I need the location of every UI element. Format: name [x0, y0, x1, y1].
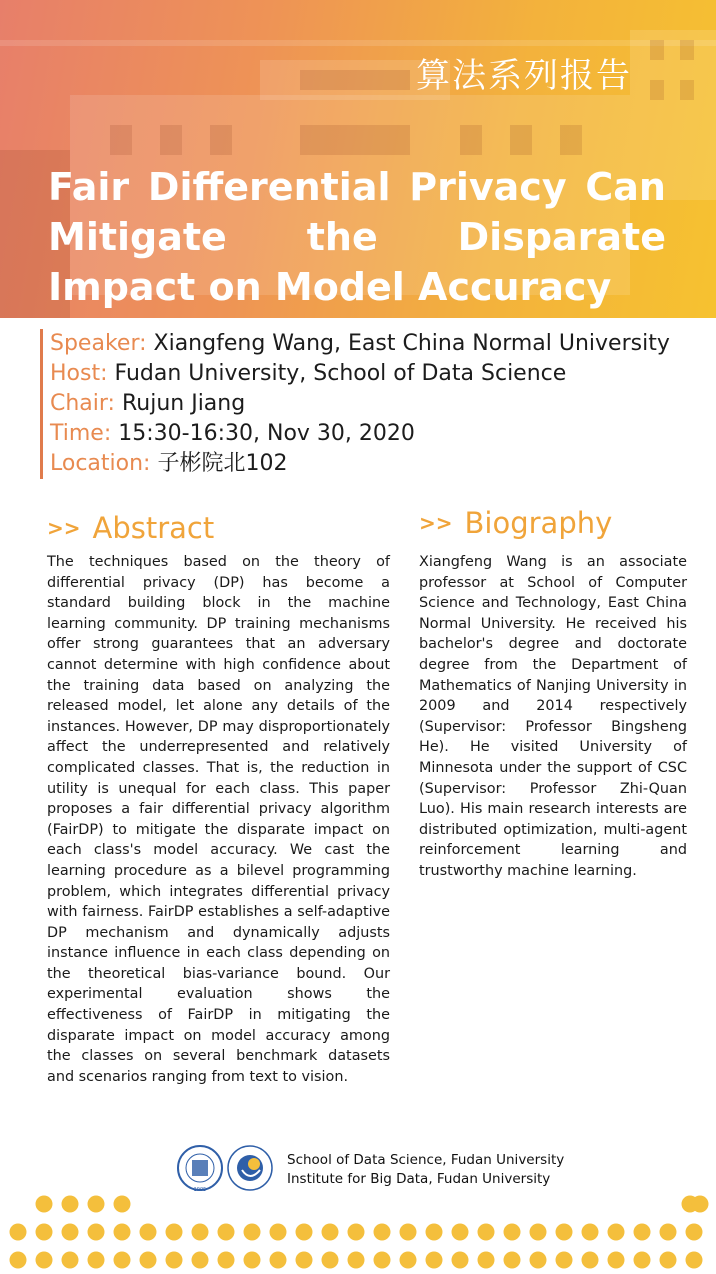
info-value: Rujun Jiang [121, 391, 246, 416]
info-value: 子彬院北102 [157, 451, 288, 476]
info-key: Speaker: [50, 331, 147, 356]
event-info [40, 329, 710, 479]
dot [296, 1252, 313, 1269]
footer-line-2: Institute for Big Data, Fudan University [287, 1171, 551, 1187]
dot [452, 1252, 469, 1269]
dot [114, 1196, 131, 1213]
dot [478, 1252, 495, 1269]
dot [62, 1224, 79, 1241]
dot [192, 1252, 209, 1269]
dot [140, 1252, 157, 1269]
info-chair [50, 389, 710, 419]
dot [556, 1252, 573, 1269]
dot [244, 1224, 261, 1241]
dot [582, 1224, 599, 1241]
abstract-heading-text: Abstract [92, 511, 215, 545]
dot [686, 1224, 703, 1241]
dot [530, 1252, 547, 1269]
dot [10, 1224, 27, 1241]
dot [582, 1252, 599, 1269]
dot [322, 1252, 339, 1269]
dot [88, 1224, 105, 1241]
info-key: Host: [50, 361, 108, 386]
talk-title: Fair Differential Privacy Can Mitigate the Disparate Impact on Model Accuracy [48, 165, 666, 309]
dot [634, 1224, 651, 1241]
dot [426, 1224, 443, 1241]
dot [270, 1252, 287, 1269]
dot [140, 1224, 157, 1241]
dot [608, 1252, 625, 1269]
info-key: Chair: [50, 391, 115, 416]
dot [36, 1252, 53, 1269]
info-key: Time: [50, 421, 112, 446]
dot [296, 1224, 313, 1241]
dot [686, 1252, 703, 1269]
dot [426, 1252, 443, 1269]
dot [530, 1224, 547, 1241]
dot [62, 1196, 79, 1213]
dot [114, 1252, 131, 1269]
series-label: 算法系列报告 [416, 56, 632, 96]
dot [218, 1224, 235, 1241]
dot [692, 1196, 709, 1213]
biography-text: Xiangfeng Wang is an associate professor at School of Computer Science and Technology, East China Normal University. He received his bachelor's degree and doctorate degree from the Department of Mathematics of Nanjing University in 2009 and 2014 respectively (Supervisor: Professor Bingsheng He). He visited University of Minnesota under the support of CSC (Supervisor: Professor Zhi-Quan Luo). His main research interests are distributed optimization, multi-agent reinforcement learning and trustworthy machine learning. [419, 554, 687, 879]
dot [322, 1224, 339, 1241]
dot [556, 1224, 573, 1241]
info-key: Location: [50, 451, 151, 476]
decorative-dot-pattern [0, 1190, 716, 1274]
biography-heading [419, 506, 612, 540]
footer-logos [176, 1140, 276, 1196]
double-arrow-icon: >> [419, 511, 453, 535]
dot [608, 1224, 625, 1241]
dot [218, 1252, 235, 1269]
header-banner [0, 0, 716, 318]
dot [270, 1224, 287, 1241]
biography-heading-text: Biography [464, 506, 613, 540]
info-speaker [50, 329, 710, 359]
footer-affiliations [287, 1151, 564, 1189]
dot [36, 1196, 53, 1213]
info-value: 15:30-16:30, Nov 30, 2020 [118, 421, 415, 446]
dot [166, 1224, 183, 1241]
dot [634, 1252, 651, 1269]
dot [62, 1252, 79, 1269]
big-data-institute-logo [228, 1146, 272, 1190]
abstract-heading [47, 511, 214, 545]
info-location [50, 449, 710, 479]
dot [36, 1224, 53, 1241]
dot [88, 1196, 105, 1213]
dot [114, 1224, 131, 1241]
dot [374, 1224, 391, 1241]
dot [348, 1252, 365, 1269]
dot [478, 1224, 495, 1241]
dot [88, 1252, 105, 1269]
dot [166, 1252, 183, 1269]
dot [504, 1224, 521, 1241]
info-host [50, 359, 710, 389]
dot [10, 1252, 27, 1269]
dot [374, 1252, 391, 1269]
info-value: Xiangfeng Wang, East China Normal University [153, 331, 670, 356]
dot [400, 1252, 417, 1269]
info-time [50, 419, 710, 449]
double-arrow-icon: >> [47, 516, 81, 540]
logo-year: 1905 [193, 1187, 207, 1193]
dot [348, 1224, 365, 1241]
fudan-university-logo [178, 1146, 222, 1193]
dot [192, 1224, 209, 1241]
dot [452, 1224, 469, 1241]
abstract-text: The techniques based on the theory of differential privacy (DP) has become a standard building block in the machine learning community. DP training mechanisms offer strong guarantees that an adversary cannot determine with high confidence about the training data based on analyzing the released model, let alone any details of the instances. However, DP may disproportionately affect the underrepresented and relatively complicated classes. That is, the reduction in utility is unequal for each class. This paper proposes a fair differential privacy algorithm (FairDP) to mitigate the disparate impact on each class's model accuracy. We cast the learning procedure as a bilevel programming problem, which integrates differential privacy with fairness. FairDP establishes a self-adaptive DP mechanism and dynamically adjusts instance influence in each class depending on the theoretical bias-variance bound. Our experimental evaluation shows the effectiveness of FairDP in mitigating the disparate impact on model accuracy among the classes on several benchmark datasets and scenarios ranging from text to vision. [47, 554, 390, 1085]
dot [660, 1252, 677, 1269]
dot [244, 1252, 261, 1269]
info-value: Fudan University, School of Data Science [114, 361, 567, 386]
dot [660, 1224, 677, 1241]
footer-line-1: School of Data Science, Fudan University [287, 1152, 565, 1168]
dot [400, 1224, 417, 1241]
dot [504, 1252, 521, 1269]
